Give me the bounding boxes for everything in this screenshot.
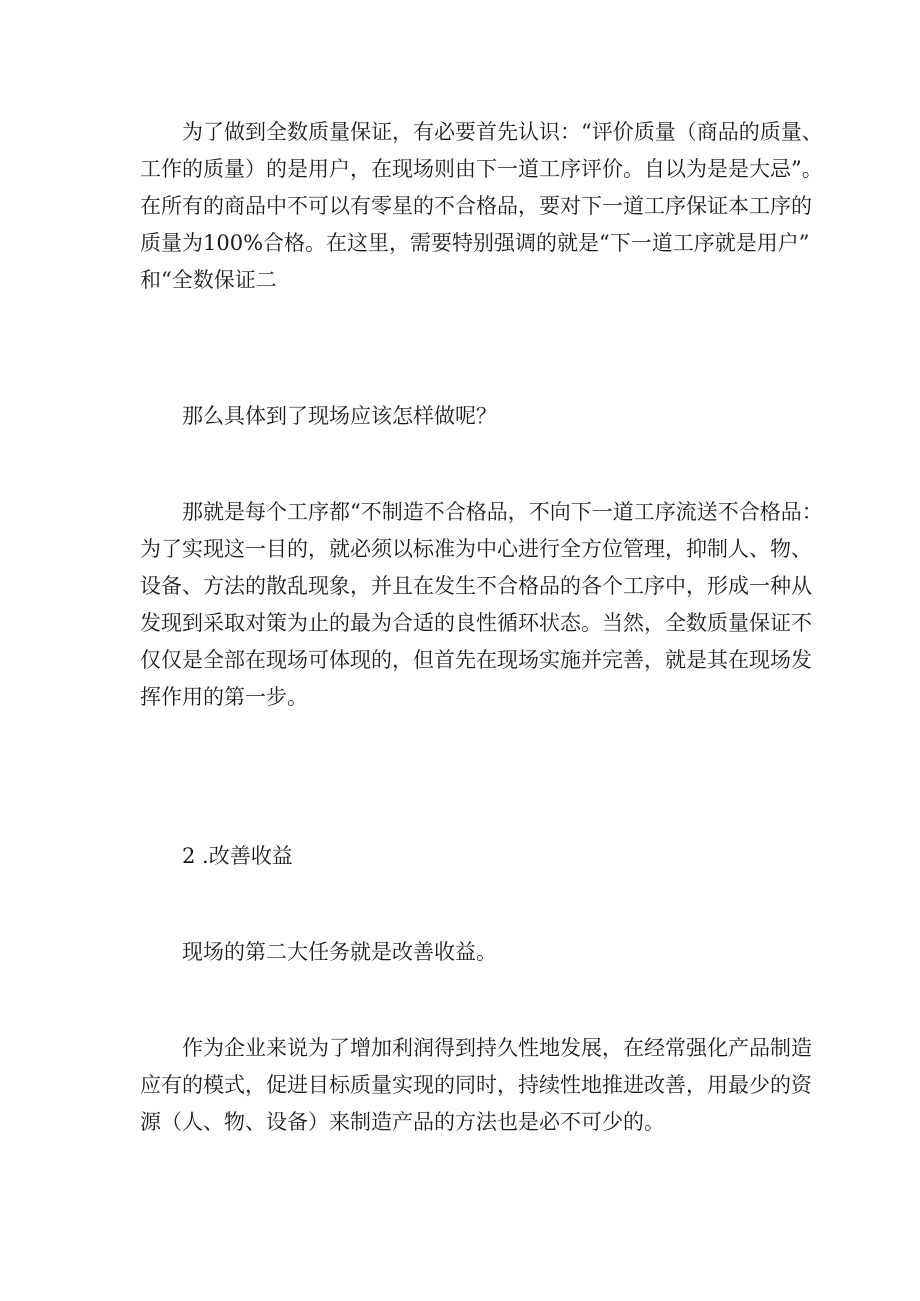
paragraph-line: 那么具体到了现场应该怎样做呢？: [182, 404, 497, 428]
paragraph-line: 应有的模式，促进目标质量实现的同时，持续性地推进改善，用最少的资: [140, 1073, 812, 1097]
paragraph-full-quality-assurance: [140, 114, 823, 299]
paragraph-process-answer: [140, 494, 823, 716]
paragraph-question: [140, 398, 790, 435]
paragraph-line: 为了实现这一目的，就必须以标准为中心进行全方位管理，抑制人、物、: [140, 537, 812, 561]
paragraph-line: 设备、方法的散乱现象，并且在发生不合格品的各个工序中，形成一种从: [140, 574, 812, 598]
paragraph-second-task: [140, 934, 790, 971]
paragraph-line: 在所有的商品中不可以有零星的不合格品，要对下一道工序保证本工序的: [140, 194, 812, 218]
paragraph-line: 发现到采取对策为止的最为合适的良性循环状态。当然，全数质量保证不: [140, 611, 812, 635]
paragraph-improvement: [140, 1030, 812, 1141]
paragraph-line: 为了做到全数质量保证，有必要首先认识：“评价质量（商品的质量、: [182, 120, 823, 144]
paragraph-line: 那就是每个工序都“不制造不合格品，不向下一道工序流送不合格品：: [182, 500, 823, 524]
section-heading-text: 2 .改善收益: [182, 844, 293, 868]
paragraph-line: 挥作用的第一步。: [140, 685, 308, 709]
paragraph-line: 质量为100%合格。在这里，需要特别强调的就是“下一道工序就是用户”: [140, 231, 810, 255]
section-heading: [140, 838, 790, 875]
paragraph-line: 作为企业来说为了增加利润得到持久性地发展，在经常强化产品制造: [182, 1036, 812, 1060]
paragraph-line: 仅仅是全部在现场可体现的，但首先在现场实施并完善，就是其在现场发: [140, 648, 812, 672]
paragraph-line: 源（人、物、设备）来制造产品的方法也是必不可少的。: [140, 1110, 665, 1134]
paragraph-line: 和“全数保证二: [140, 268, 277, 292]
paragraph-line: 工作的质量）的是用户，在现场则由下一道工序评价。自以为是是大忌”。: [140, 157, 823, 181]
paragraph-line: 现场的第二大任务就是改善收益。: [182, 940, 497, 964]
